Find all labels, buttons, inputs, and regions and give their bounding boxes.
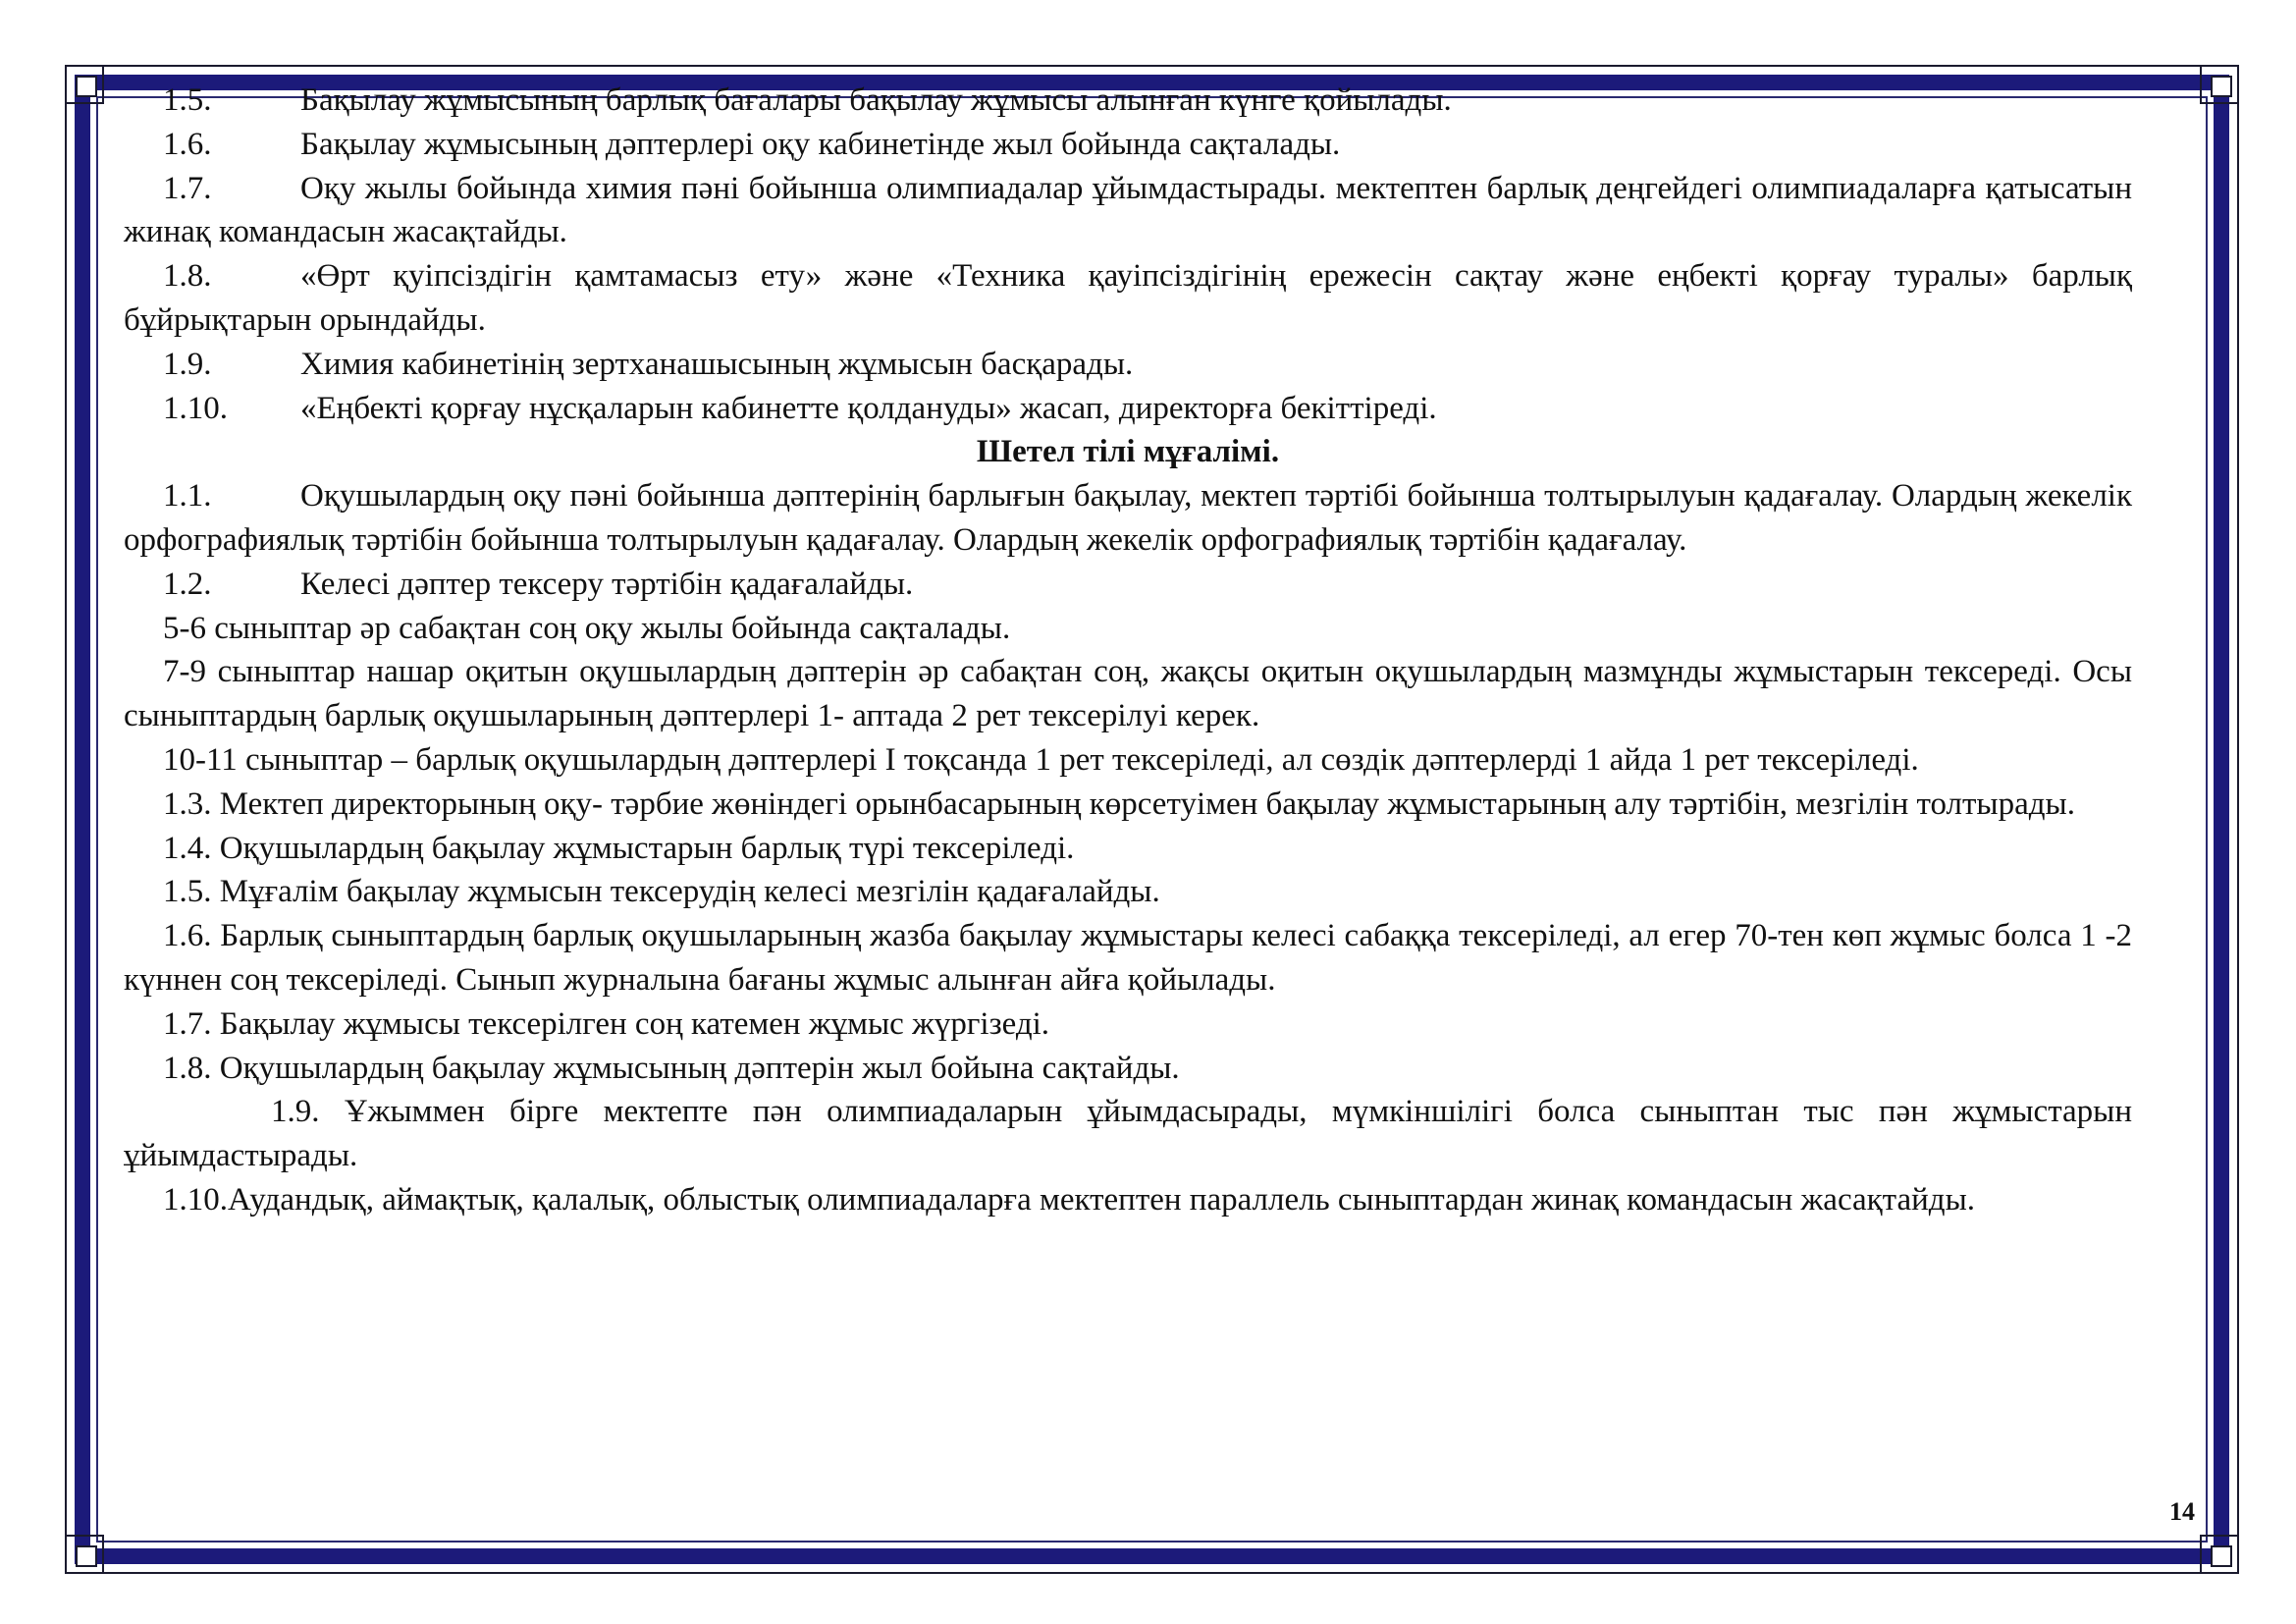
list-item [124, 474, 2132, 563]
page-number: 14 [2169, 1497, 2195, 1526]
paragraph: 7-9 сыныптар нашар оқитын оқушылардың дәптерін әр сабақтан соң, жақсы оқитын оқушылардың мазмұнды жұмыстарын тексереді. Осы сыныптардың барлық оқушыларының дәптерлері 1- аптада 2 рет тексерілуі керек. [124, 654, 2132, 734]
item-number: 1.7. [163, 170, 212, 206]
paragraph: 1.3. Мектеп директорының оқу- тәрбие жөніндегі орынбасарының көрсетуімен бақылау жұмыстарының алу тәртібін, мезгілін толтырады. [163, 785, 2075, 822]
list-item [124, 254, 2132, 343]
item-number: 1.8. [163, 258, 212, 295]
item-text: «Өрт қуіпсіздігін қамтамасыз ету» және «Техника қауіпсіздігінің ережесін сақтау және еңбекті қорғау туралы» барлық бұйрықтарын орындайды. [124, 258, 2132, 338]
corner-ornament-bottom-left [65, 1535, 104, 1574]
item-text: Бақылау жұмысының дәптерлері оқу кабинетінде жыл бойында сақталады. [300, 126, 1341, 162]
item-text: Химия кабинетінің зертханашысының жұмысын басқарады. [300, 346, 1134, 382]
list-item [124, 387, 2132, 431]
section-heading: Шетел тілі мұғалімі. [976, 434, 1280, 470]
item-text: Бақылау жұмысының барлық бағалары бақылау жұмысы алынған күнге қойылады. [300, 82, 1452, 118]
item-number: 1.6. [163, 126, 212, 162]
paragraph: 1.4. Оқушылардың бақылау жұмыстарын барлық түрі тексеріледі. [163, 830, 1075, 866]
paragraph: 1.5. Мұғалім бақылау жұмысын тексерудің келесі мезгілін қадағалайды. [163, 874, 1160, 910]
corner-ornament-top-right [2200, 65, 2239, 104]
item-text: Оқушылардың оқу пәні бойынша дәптерінің барлығын бақылау, мектеп тәртібі бойынша толтырылуын қадағалау. Олардың жекелік орфографиялық тәртібін бойынша толтырылуын қадағалау. Олардың жекелік орфографиялық тәртібін қадағалау. [124, 478, 2132, 558]
paragraph: 1.10.Аудандық, аймақтық, қалалық, облыстық олимпиадаларға мектептен параллель сыныптардан жинақ командасын жасақтайды. [163, 1181, 1976, 1218]
list-item [124, 123, 2132, 167]
list-item [124, 343, 2132, 387]
paragraph: 5-6 сыныптар әр сабақтан соң оқу жылы бойында сақталады. [163, 610, 1011, 646]
paragraph: 10-11 сыныптар – барлық оқушылардың дәптерлері І тоқсанда 1 рет тексеріледі, ал сөздік дәптерлерді 1 айда 1 рет тексеріледі. [163, 741, 1919, 778]
paragraph: 1.7. Бақылау жұмысы тексерілген соң катемен жұмыс жүргізеді. [163, 1005, 1050, 1042]
item-number: 1.2. [163, 566, 212, 602]
item-number: 1.5. [163, 82, 212, 118]
corner-ornament-bottom-right [2200, 1535, 2239, 1574]
paragraph: 1.6. Барлық сыныптардың барлық оқушыларының жазба бақылау жұмыстары келесі сабаққа тексеріледі, ал егер 70-тен көп жұмыс болса 1 -2 күннен соң тексеріледі. Сынып журналына бағаны жұмыс алынған айға қойылады. [124, 918, 2132, 998]
paragraph: 1.8. Оқушылардың бақылау жұмысының дәптерін жыл бойына сақтайды. [163, 1050, 1180, 1086]
corner-ornament-top-left [65, 65, 104, 104]
document-body [124, 82, 2132, 1532]
item-number: 1.9. [163, 346, 212, 382]
list-item [124, 79, 2132, 123]
item-number: 1.1. [163, 478, 212, 514]
paragraph: 1.9. Ұжыммен бірге мектепте пән олимпиадаларын ұйымдасырады, мүмкіншілігі болса сыныптан тыс пән жұмыстарын ұйымдастырады. [124, 1094, 2132, 1174]
list-item [124, 167, 2132, 255]
list-item [124, 563, 2132, 607]
item-text: «Еңбекті қорғау нұсқаларын кабинетте қолдануды» жасап, директорға бекіттіреді. [300, 390, 1437, 426]
item-text: Келесі дәптер тексеру тәртібін қадағалайды. [300, 566, 914, 602]
item-text: Оқу жылы бойында химия пәні бойынша олимпиадалар ұйымдастырады. мектептен барлық деңгейдегі олимпиадаларға қатысатын жинақ командасын жасақтайды. [124, 170, 2132, 250]
item-number: 1.10. [163, 390, 228, 426]
